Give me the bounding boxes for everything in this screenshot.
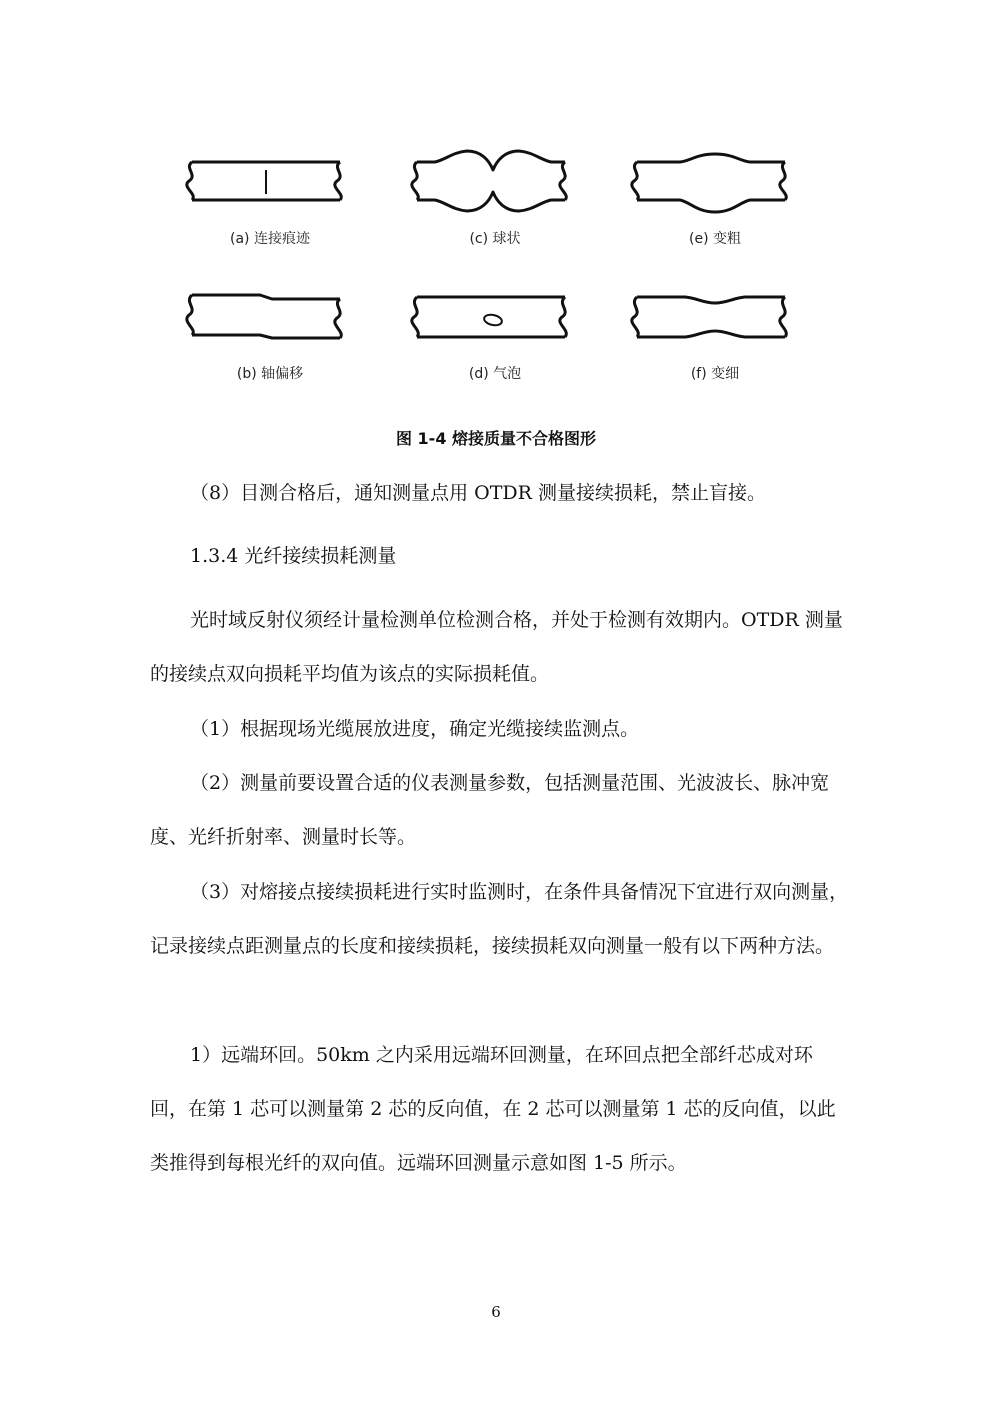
caption-f: (f) 变细 <box>690 366 740 382</box>
figure-title: 图 1-4 熔接质量不合格图形 <box>395 429 597 448</box>
paragraph-step-1: （1）根据现场光缆展放进度，确定光缆接续监测点。 <box>190 718 640 740</box>
fiber-ball <box>405 148 585 258</box>
caption-e: (e) 变粗 <box>689 231 741 247</box>
fiber-bubble-drawing <box>405 283 585 363</box>
paragraph-remote-loopback: 1）远端环回。50km 之内采用远端环回测量，在环回点把全部纤芯成对环回，在第 1 芯可以测量第 2 芯的反向值，在 2 芯可以测量第 1 芯的反向值，以此类推得到每根光纤的双向值。远端环回测量示意如图 1-5 所示。 <box>150 1044 836 1174</box>
caption-b: (b) 轴偏移 <box>236 366 304 382</box>
fusion-defect-figure <box>170 148 830 398</box>
fiber-bubble <box>405 283 585 393</box>
fiber-thickening-drawing <box>625 148 805 228</box>
caption-d: (d) 气泡 <box>468 366 522 382</box>
fiber-axial-offset <box>180 283 360 393</box>
caption-c: (c) 球状 <box>469 231 521 247</box>
fiber-thinning <box>625 283 805 393</box>
fiber-axial-offset-drawing <box>180 283 360 363</box>
fiber-splice-mark <box>180 148 360 258</box>
section-heading-1-3-4: 1.3.4 光纤接续损耗测量 <box>190 545 397 567</box>
fiber-thickening <box>625 148 805 258</box>
fiber-splice-mark-drawing <box>180 148 360 228</box>
paragraph-step-8: （8）目测合格后，通知测量点用 OTDR 测量接续损耗，禁止盲接。 <box>190 482 766 504</box>
paragraph-step-2: （2）测量前要设置合适的仪表测量参数，包括测量范围、光波波长、脉冲宽度、光纤折射率、测量时长等。 <box>150 772 830 848</box>
caption-a: (a) 连接痕迹 <box>230 231 310 247</box>
page-number: 6 <box>491 1303 501 1321</box>
paragraph-otdr-calibration: 光时域反射仪须经计量检测单位检测合格，并处于检测有效期内。OTDR 测量的接续点双向损耗平均值为该点的实际损耗值。 <box>150 609 843 685</box>
fiber-ball-drawing <box>405 148 585 228</box>
fiber-thinning-drawing <box>625 283 805 363</box>
paragraph-step-3: （3）对熔接点接续损耗进行实时监测时，在条件具备情况下宜进行双向测量，记录接续点距测量点的长度和接续损耗，接续损耗双向测量一般有以下两种方法。 <box>150 881 849 957</box>
